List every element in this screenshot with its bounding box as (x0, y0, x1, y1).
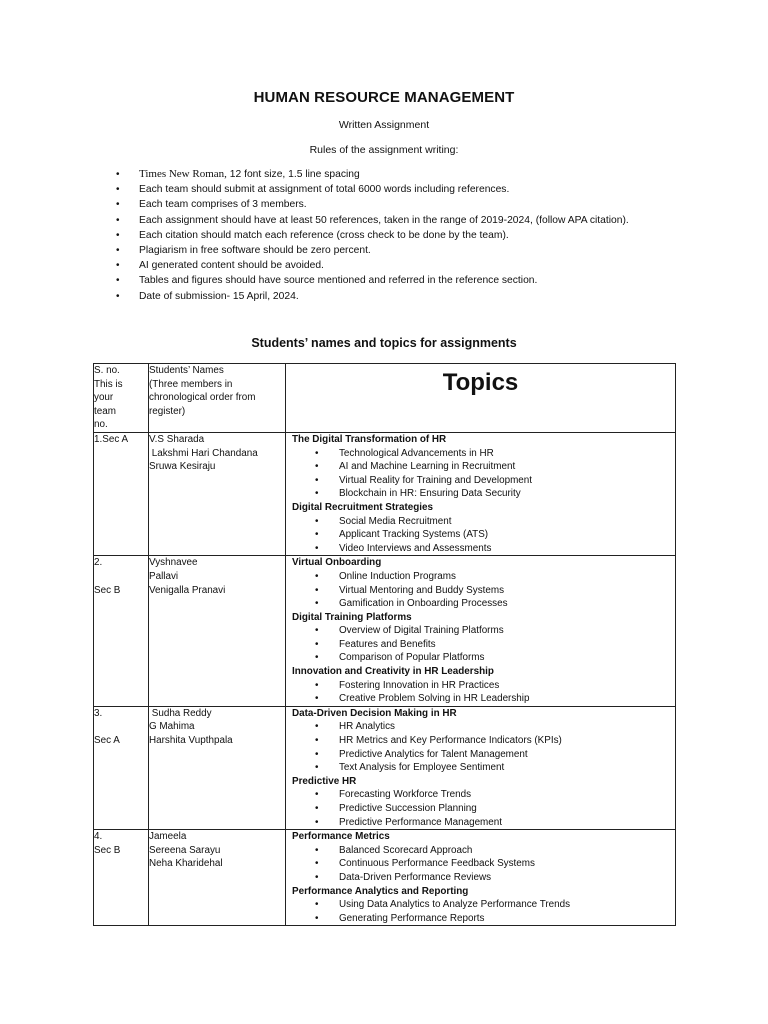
subtopic-item: • Balanced Scorecard Approach (286, 844, 675, 858)
subtopic-item: • Blockchain in HR: Ensuring Data Security (286, 487, 675, 501)
subtopic-list (286, 788, 675, 829)
rule-item: • Each assignment should have at least 50 references, taken in the range of 2019-2024, (follow APA citation). (116, 213, 629, 228)
student-name: Neha Kharidehal (149, 858, 223, 870)
student-names-cell (149, 706, 286, 829)
student-name: Lakshmi Hari Chandana (149, 447, 258, 459)
topics-heading: Topics (442, 369, 519, 396)
table-heading: Students’ names and topics for assignments (251, 336, 517, 350)
subtopic-list (286, 447, 675, 501)
rule-item: • Each team should submit at assignment of total 6000 words including references. (116, 182, 629, 197)
header-text: Students’ Names (149, 365, 224, 376)
header-text: S. no. (94, 365, 120, 376)
topic-title: The Digital Transformation of HR (292, 433, 447, 445)
subtopic-item: • Continuous Performance Feedback Systems (286, 857, 675, 871)
topic-title: Innovation and Creativity in HR Leadership (292, 666, 494, 678)
table-row (94, 706, 676, 829)
rule-item: • Tables and figures should have source mentioned and referred in the reference section. (116, 273, 629, 288)
subtopic-list (286, 515, 675, 556)
subtopic-list (286, 679, 675, 706)
header-text: your (94, 392, 114, 404)
subtopic-item: • Predictive Analytics for Talent Management (286, 748, 675, 762)
rule-font-details: 12 font size, 1.5 line spacing (226, 169, 360, 180)
table-row (94, 432, 676, 555)
topic-title: Data-Driven Decision Making in HR (292, 707, 457, 719)
subtopic-item: • Overview of Digital Training Platforms (286, 624, 675, 638)
subtopic-item: • HR Metrics and Key Performance Indicators (KPIs) (286, 734, 675, 748)
rule-item: • Each team comprises of 3 members. (116, 197, 629, 212)
student-names-cell (149, 556, 286, 707)
subtopic-item: • Forecasting Workforce Trends (286, 788, 675, 802)
team-number-text: 1.Sec A (94, 433, 129, 445)
rule-item: • Date of submission- 15 April, 2024. (116, 289, 629, 304)
topic-title: Performance Metrics (292, 831, 390, 843)
rule-font-name: Times New Roman, (139, 168, 227, 180)
rule-item: • Plagiarism in free software should be zero percent. (116, 243, 629, 258)
topics-cell (286, 432, 676, 555)
subtopic-item: • Virtual Mentoring and Buddy Systems (286, 584, 675, 598)
team-number-text (94, 570, 148, 584)
topic-title: Performance Analytics and Reporting (292, 885, 469, 897)
topic-title: Virtual Onboarding (292, 557, 382, 569)
subtopic-item: • Gamification in Onboarding Processes (286, 597, 675, 611)
topics-cell (286, 830, 676, 926)
subtopic-item: • AI and Machine Learning in Recruitment (286, 460, 675, 474)
subtopic-item: • Features and Benefits (286, 638, 675, 652)
subtopic-item: • Using Data Analytics to Analyze Performance Trends (286, 898, 675, 912)
team-number-text: Sec A (94, 735, 120, 747)
student-names-cell (149, 432, 286, 555)
assignment-table (93, 363, 676, 926)
topics-cell (286, 706, 676, 829)
student-name: G Mahima (149, 721, 195, 733)
student-name: Sereena Sarayu (149, 844, 221, 856)
topic-title: Digital Recruitment Strategies (292, 501, 434, 513)
rules-list (116, 167, 629, 304)
subtopic-list (286, 844, 675, 885)
rule-item: • Each citation should match each reference (cross check to be done by the team). (116, 228, 629, 243)
rule-item (116, 167, 629, 182)
subtopic-item: • HR Analytics (286, 720, 675, 734)
table-row (94, 830, 676, 926)
team-number-cell (94, 432, 149, 555)
subtopic-item: • Online Induction Programs (286, 570, 675, 584)
student-name: Sruwa Kesiraju (149, 461, 216, 473)
topics-cell (286, 556, 676, 707)
rules-heading: Rules of the assignment writing: (309, 144, 459, 156)
team-number-text: 4. (94, 831, 103, 843)
header-text: no. (94, 419, 108, 431)
subtopic-item: • Predictive Performance Management (286, 816, 675, 830)
team-number-cell (94, 830, 149, 926)
table-row (94, 556, 676, 707)
student-names-cell (149, 830, 286, 926)
team-number-text: Sec B (94, 844, 121, 856)
document-title: HUMAN RESOURCE MANAGEMENT (253, 89, 515, 106)
table-header-row (94, 364, 676, 433)
header-text: register) (149, 405, 186, 417)
rule-item: • AI generated content should be avoided. (116, 258, 629, 273)
subtopic-item: • Applicant Tracking Systems (ATS) (286, 528, 675, 542)
student-name: Sudha Reddy (149, 707, 212, 719)
topic-title: Digital Training Platforms (292, 611, 412, 623)
student-name: Venigalla Pranavi (149, 584, 226, 596)
header-text: (Three members in (149, 378, 233, 390)
subtopic-item: • Creative Problem Solving in HR Leadership (286, 692, 675, 706)
subtopic-item: • Comparison of Popular Platforms (286, 651, 675, 665)
subtopic-list (286, 570, 675, 611)
subtopic-list (286, 898, 675, 925)
subtopic-item: • Data-Driven Performance Reviews (286, 871, 675, 885)
subtopic-item: • Virtual Reality for Training and Development (286, 474, 675, 488)
team-number-text (94, 720, 148, 734)
student-name: Jameela (149, 831, 187, 843)
subtopic-item: • Fostering Innovation in HR Practices (286, 679, 675, 693)
team-number-cell (94, 706, 149, 829)
header-text: This is (94, 378, 123, 390)
student-name: V.S Sharada (149, 433, 205, 445)
team-number-cell (94, 556, 149, 707)
header-text: team (94, 405, 116, 417)
header-team-number (94, 364, 149, 433)
document-subtitle: Written Assignment (338, 119, 430, 131)
subtopic-list (286, 624, 675, 665)
student-name: Pallavi (149, 570, 179, 582)
team-number-text: 3. (94, 707, 103, 719)
header-topics (286, 364, 676, 433)
header-student-names (149, 364, 286, 433)
subtopic-item: • Video Interviews and Assessments (286, 542, 675, 556)
team-number-text: 2. (94, 557, 103, 569)
student-name: Harshita Vupthpala (149, 735, 233, 747)
subtopic-item: • Predictive Succession Planning (286, 802, 675, 816)
subtopic-list (286, 720, 675, 774)
subtopic-item: • Generating Performance Reports (286, 912, 675, 926)
student-name: Vyshnavee (149, 557, 198, 569)
header-text: chronological order from (149, 392, 256, 404)
team-number-text: Sec B (94, 584, 121, 596)
subtopic-item: • Text Analysis for Employee Sentiment (286, 761, 675, 775)
topic-title: Predictive HR (292, 775, 357, 787)
subtopic-item: • Social Media Recruitment (286, 515, 675, 529)
subtopic-item: • Technological Advancements in HR (286, 447, 675, 461)
